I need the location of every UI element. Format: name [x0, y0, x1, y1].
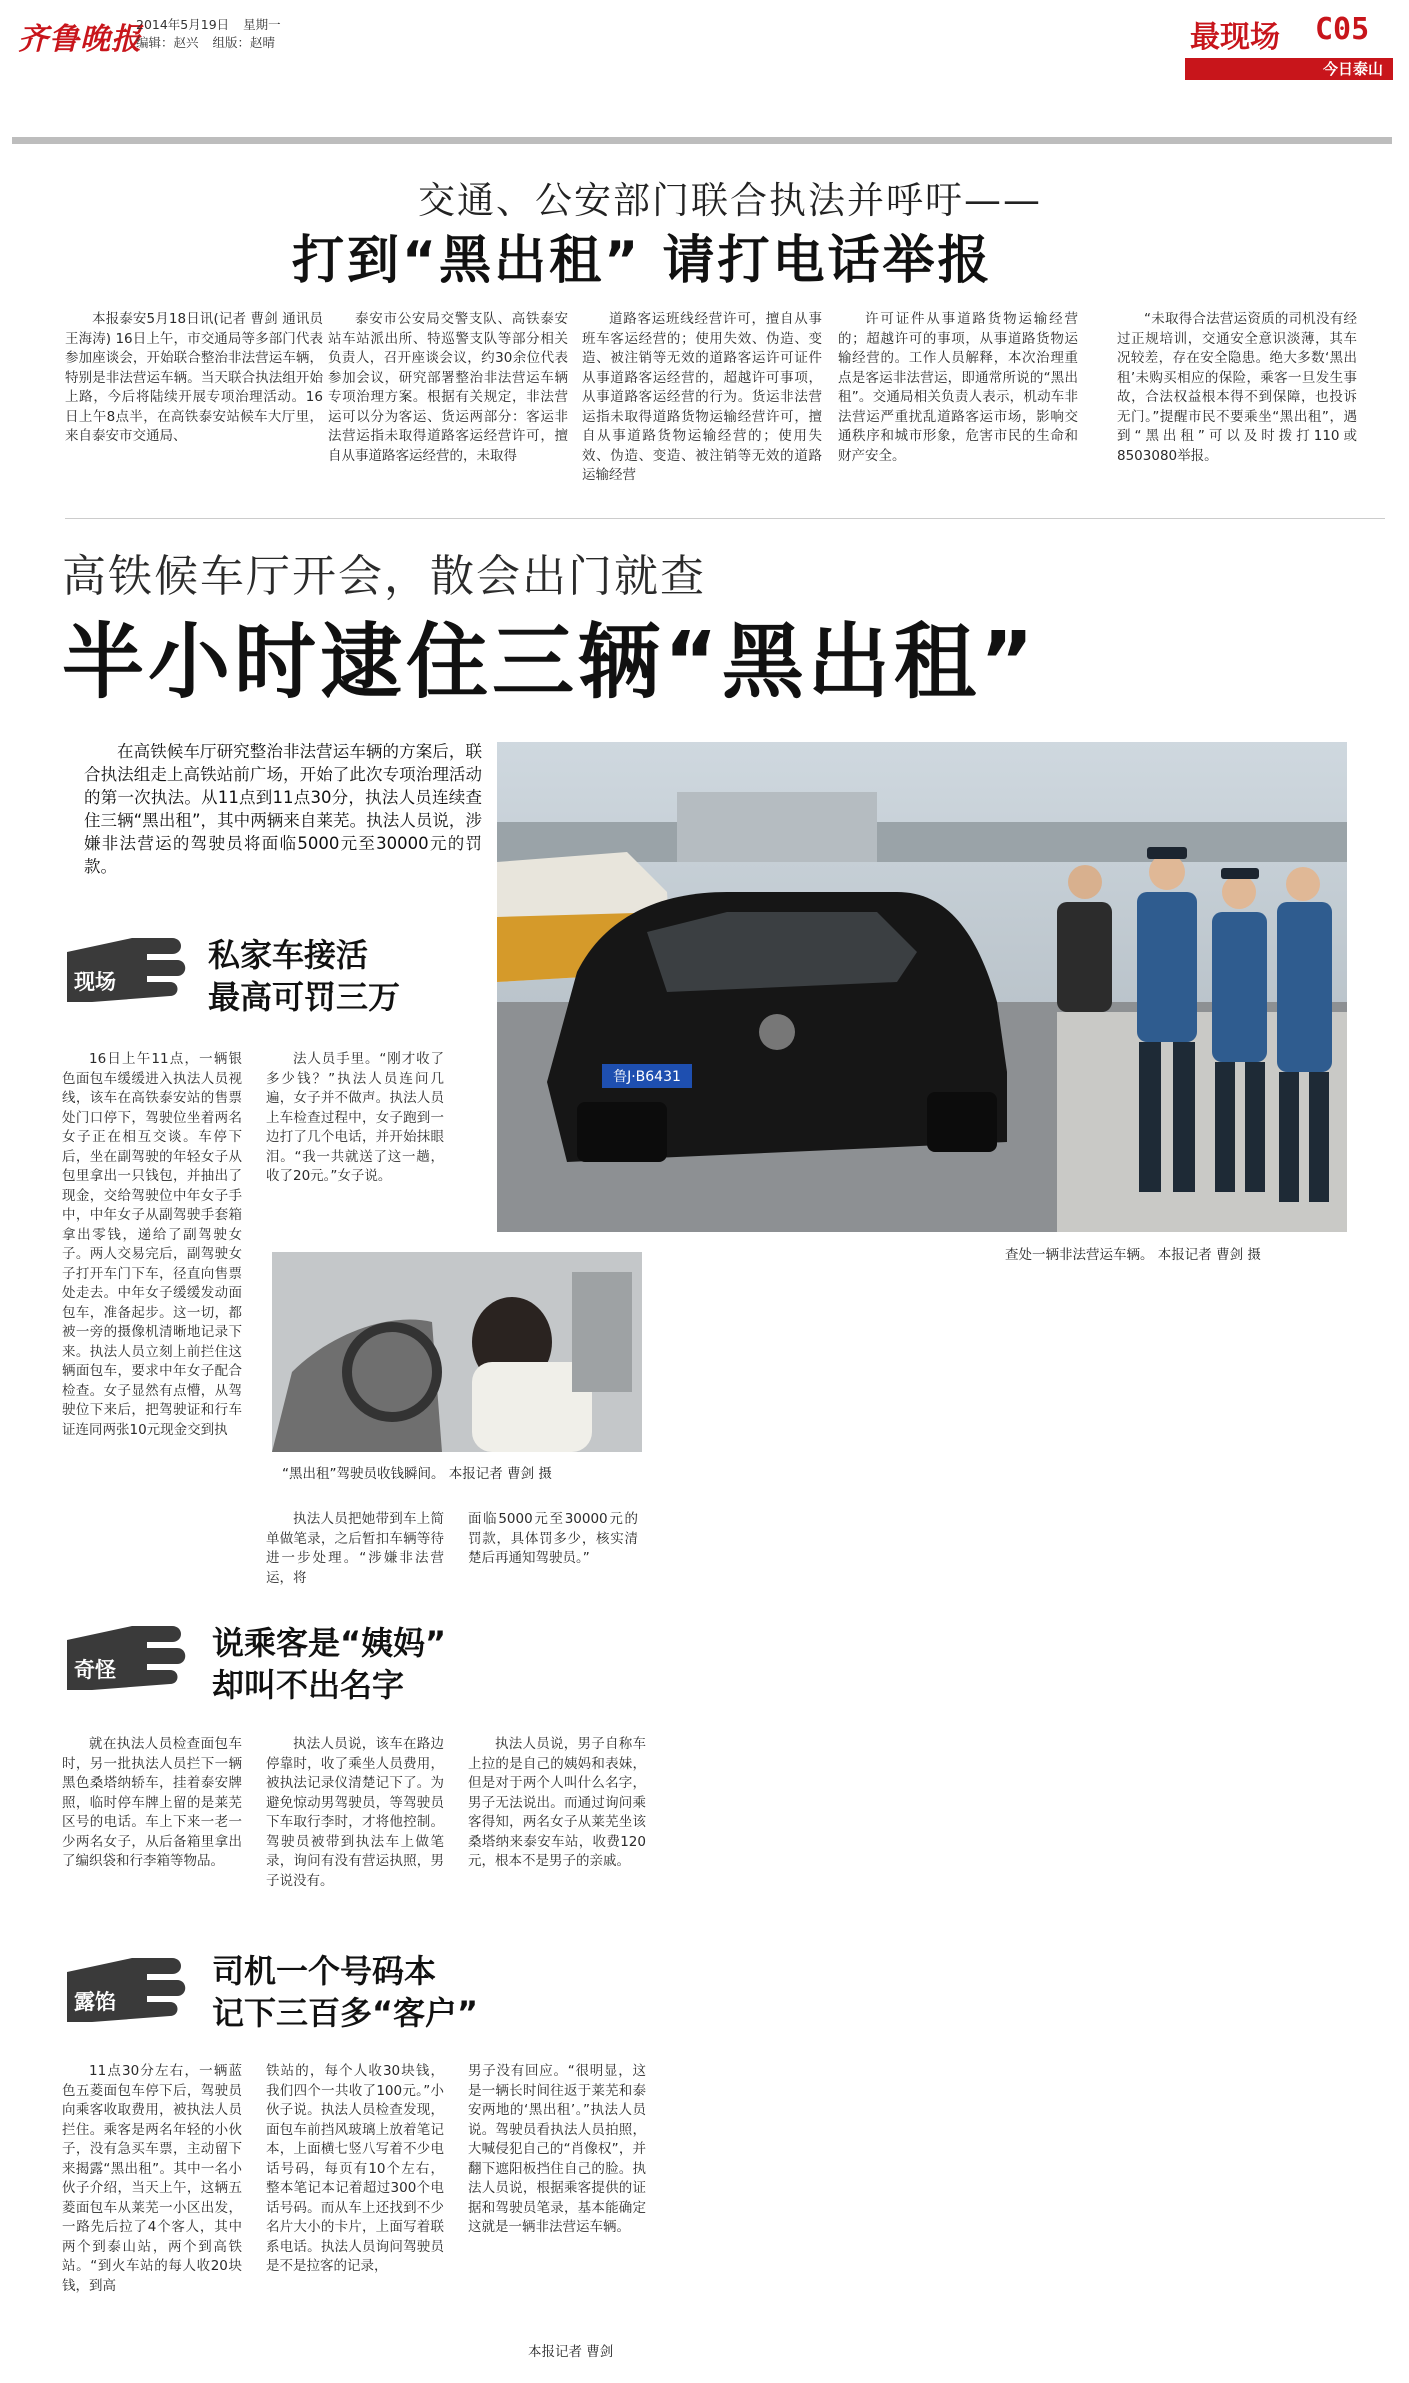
section2-column-3: [468, 1735, 646, 1872]
section3-column-3: [468, 2062, 646, 2238]
photo-enforcement-illustration: [497, 742, 1347, 1232]
article1-kicker: 交通、公安部门联合执法并呼吁——: [418, 179, 1042, 222]
license-plate: 鲁J·B6431: [613, 1069, 681, 1085]
section3-col1-text: 11点30分左右，一辆蓝色五菱面包车停下后，驾驶员向乘客收取费用，被执法人员拦住。乘客是两名年轻的小伙子，没有急买车票，主动留下来揭露“黑出租”。其中一名小伙子介绍，当天上午，这辆五菱面包车从莱芜一小区出发，一路先后拉了4个客人，其中两个到泰山站，两个到高铁站。“到火车站的每人收20块钱，到高: [62, 2063, 242, 2294]
section-title: 最现场: [1190, 20, 1280, 55]
badge-xianchang: [62, 930, 192, 1010]
article2-lead: [84, 740, 482, 878]
section2-col2-text: 执法人员说，该车在路边停靠时，收了乘坐人员费用，被执法记录仪清楚记下了。为避免惊动男驾驶员，等驾驶员下车取行李时，才将他控制。驾驶员被带到执法车上做笔录，询问有没有营运执照，男子说没有。: [266, 1736, 444, 1889]
section2-column-2: [266, 1735, 444, 1891]
section1-col2b-text: 执法人员把她带到车上简单做笔录，之后暂扣车辆等待进一步处理。“涉嫌非法营运，将: [266, 1511, 444, 1586]
section1-col2a-text: 法人员手里。“刚才收了多少钱？”执法人员连问几遍，女子并不做声。执法人员上车检查过程中，女子跑到一边打了几个电话，并开始抹眼泪。“我一共就送了这一趟，收了20元。”女子说。: [266, 1051, 444, 1184]
article-divider: [65, 518, 1385, 519]
section1-title: [208, 934, 400, 1018]
article2-headline: 半小时逮住三辆“黑出租”: [62, 615, 1038, 710]
section3-col2-text: 铁站的，每个人收30块钱，我们四个一共收了100元。”小伙子说。执法人员检查发现，面包车前挡风玻璃上放着笔记本，上面横七竖八写着不少电话号码，每页有10个左右，整本笔记本记着超过300个电话号码。而从车上还找到不少名片大小的卡片，上面写着联系电话。执法人员询问驾驶员是不是拉客的记录，: [266, 2063, 444, 2274]
weekday-text: 星期一: [243, 17, 281, 32]
article1-column-2: [328, 310, 568, 466]
article1-col3-text: 道路客运班线经营许可，擅自从事班车客运经营的；使用失效、伪造、变造、被注销等无效的道路客运许可证件从事道路客运经营的，超越许可事项，从事道路客运经营的行为。货运非法营运指未取得道路货物运输经营许可，擅自从事道路货物运输经营的；使用失效、伪造、变造、被注销等无效的道路运输经营: [582, 311, 822, 483]
badge-xianchang-label: 现场: [74, 970, 116, 994]
section2-col3-text: 执法人员说，男子自称车上拉的是自己的姨妈和表妹，但是对于两个人叫什么名字，男子无法说出。而通过询问乘客得知，两名女子从莱芜坐该桑塔纳来泰安车站，收费120元，根本不是男子的亲戚。: [468, 1736, 646, 1869]
article1-col2-text: 泰安市公安局交警支队、高铁泰安站车站派出所、特巡警支队等部分相关负责人，召开座谈会议，约30余位代表参加会议，研究部署整治非法营运车辆专项治理方案。根据有关规定，非法营运可以分为客运、货运两部分：客运非法营运指未取得道路客运经营许可，擅自从事道路客运经营的，未取得: [328, 311, 568, 464]
section2-title: [212, 1622, 446, 1706]
section3-column-2: [266, 2062, 444, 2277]
date-text: 2014年5月19日: [136, 17, 230, 32]
badge-qiguai-label: 奇怪: [74, 1658, 116, 1682]
section3-byline: 本报记者 曹剑: [528, 2344, 614, 2360]
page-number: C05: [1315, 12, 1370, 47]
article1-column-3: [582, 310, 822, 486]
article2-kicker: 高铁候车厅开会，散会出门就查: [62, 551, 706, 602]
article1-column-5: [1117, 310, 1357, 466]
photo-enforcement-scene: [497, 742, 1347, 1232]
section3-title: [212, 1950, 478, 2034]
section2-title-line1: 说乘客是“姨妈”: [212, 1624, 447, 1662]
article1-column-1: [65, 310, 323, 447]
article1-col4-text: 许可证件从事道路货物运输经营的；超越许可的事项，从事道路货物运输经营的。工作人员解释，本次治理重点是客运非法营运，即通常所说的“黑出租”。交通局相关负责人表示，机动车非法营运严重扰乱道路客运市场，影响交通秩序和城市形象，危害市民的生命和财产安全。: [838, 311, 1078, 464]
section3-col3-text: 男子没有回应。“很明显，这是一辆长时间往返于莱芜和泰安两地的‘黑出租’。”执法人员说。驾驶员看执法人员拍照，大喊侵犯自己的“肖像权”，并翻下遮阳板挡住自己的脸。执法人员说，根据乘客提供的证据和驾驶员笔录，基本能确定这就是一辆非法营运车辆。: [468, 2063, 646, 2235]
section1-column-1: [62, 1050, 242, 1440]
editor-text: 编辑：赵兴: [136, 35, 199, 50]
edition-band: 今日泰山: [1185, 58, 1393, 80]
section1-column-2a: [266, 1050, 444, 1187]
section1-col1-text: 16日上午11点，一辆银色面包车缓缓进入执法人员视线，该车在高铁泰安站的售票处门口停下，驾驶位坐着两名女子正在相互交谈。车停下后，坐在副驾驶的年轻女子从包里拿出一只钱包，并抽出了现金，交给驾驶位中年女子手中，中年女子从副驾驶手套箱拿出零钱，递给了副驾驶女子。两人交易完后，副驾驶女子打开车门下车，径直向售票处走去。中年女子缓缓发动面包车，准备起步。这一切，都被一旁的摄像机清晰地记录下来。执法人员立刻上前拦住这辆面包车，要求中年女子配合检查。女子显然有点懵，从驾驶位下来后，把驾驶证和行车证连同两张10元现金交到执: [62, 1051, 242, 1438]
photo-small-caption: “黑出租”驾驶员收钱瞬间。 本报记者 曹剑 摄: [282, 1466, 552, 1482]
issue-date: [136, 16, 281, 33]
badge-louxian: [62, 1950, 192, 2030]
section3-title-line1: 司机一个号码本: [212, 1952, 437, 1990]
badge-louxian-label: 露馅: [74, 1990, 116, 2014]
photo-main-caption: 查处一辆非法营运车辆。 本报记者 曹剑 摄: [1005, 1247, 1261, 1263]
section1-title-line1: 私家车接活: [208, 936, 369, 974]
article1-headline: 打到“黑出租” 请打电话举报: [292, 231, 993, 291]
section1-column-2b: [266, 1510, 444, 1588]
section2-col1-text: 就在执法人员检查面包车时，另一批执法人员拦下一辆黑色桑塔纳轿车，挂着泰安牌照，临时停车牌上留的是莱芜区号的电话。车上下来一老一少两名女子，从后备箱里拿出了编织袋和行李箱等物品。: [62, 1736, 242, 1869]
article1-column-4: [838, 310, 1078, 466]
badge-qiguai: [62, 1618, 192, 1698]
section3-column-1: [62, 2062, 242, 2296]
section3-title-line2: 记下三百多“客户”: [212, 1994, 479, 2032]
article1-col1-text: 本报泰安5月18日讯(记者 曹剑 通讯员 王海涛) 16日上午，市交通局等多部门代表参加座谈会，开始联合整治非法营运车辆，特别是非法营运车辆。当天联合执法组开始上路，今后将陆续开展专项治理活动。16日上午8点半，在高铁泰安站候车大厅里，来自泰安市交通局、: [65, 311, 323, 444]
editor-credits: [136, 34, 275, 51]
newspaper-logo: 齐鲁晚报: [18, 22, 142, 57]
layout-text: 组版：赵晴: [212, 35, 276, 50]
masthead-divider: [12, 137, 1392, 144]
section2-title-line2: 却叫不出名字: [212, 1666, 405, 1704]
article2-lead-text: 在高铁候车厅研究整治非法营运车辆的方案后，联合执法组走上高铁站前广场，开始了此次专项治理活动的第一次执法。从11点到11点30分，执法人员连续查住三辆“黑出租”，其中两辆来自莱芜。执法人员说，涉嫌非法营运的驾驶员将面临5000元至30000元的罚款。: [84, 742, 482, 876]
photo-driver-illustration: [272, 1252, 642, 1452]
section1-title-line2: 最高可罚三万: [208, 978, 401, 1016]
section1-col3b-text: 面临5000元至30000元的罚款，具体罚多少，核实清楚后再通知驾驶员。”: [468, 1511, 638, 1566]
section1-column-3b: [468, 1510, 638, 1569]
section2-column-1: [62, 1735, 242, 1872]
article1-col5-text: “未取得合法营运资质的司机没有经过正规培训，交通安全意识淡薄，其车况较差，存在安全隐患。绝大多数‘黑出租’未购买相应的保险，乘客一旦发生事故，合法权益根本得不到保障，也投诉无门。”提醒市民不要乘坐“黑出租”，遇到“黑出租”可以及时拨打110或8503080举报。: [1117, 311, 1357, 464]
photo-driver-collecting-money: [272, 1252, 642, 1452]
